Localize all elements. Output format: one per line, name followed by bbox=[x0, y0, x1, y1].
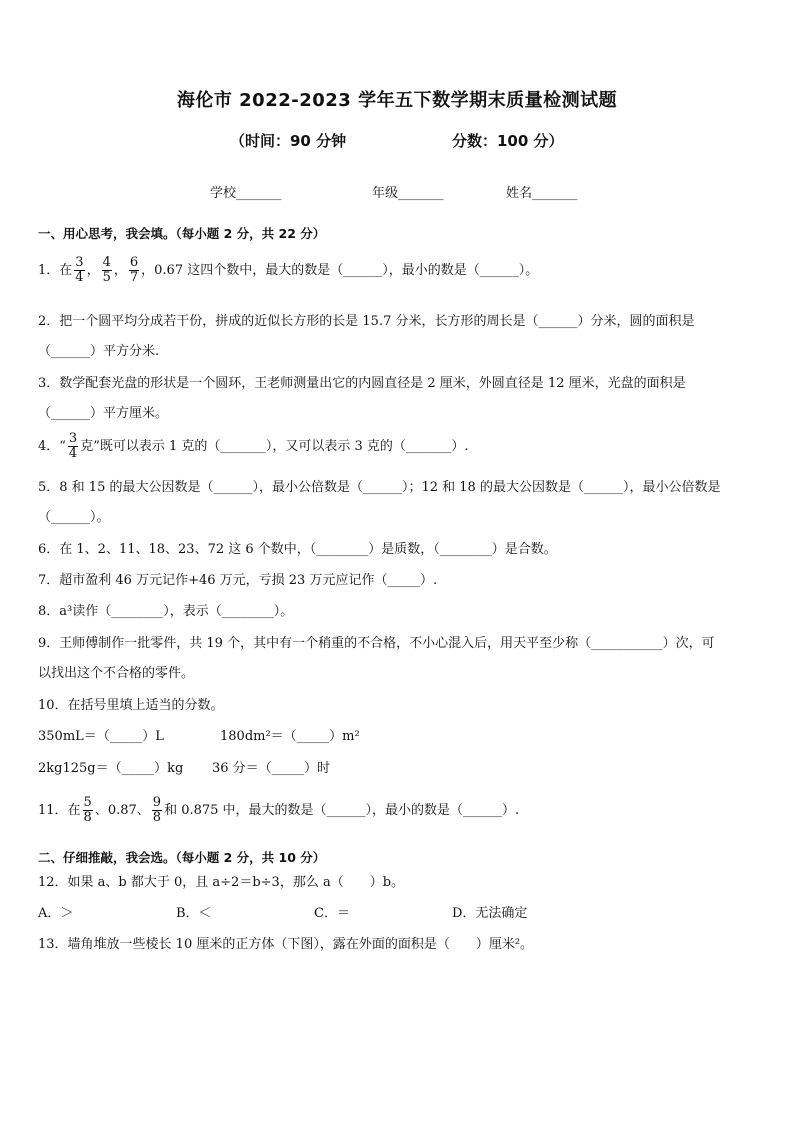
q10-item-c: 2kg125g＝（_____）kg bbox=[38, 761, 184, 776]
question-2-line-1: 2．把一个圆平均分成若干份，拼成的近似长方形的长是 15.7 分米，长方形的周长是（______）分米，圆的面积是 bbox=[38, 314, 695, 329]
q4-text: 克”既可以表示 1 克的（_______），又可以表示 3 克的（_______）. bbox=[80, 439, 469, 454]
numerator: 4 bbox=[102, 255, 111, 270]
question-6: 6．在 1、2、11、18、23、72 这 6 个数中，（________）是质数，（________）是合数。 bbox=[38, 542, 557, 557]
q11-text: 和 0.875 中，最大的数是（______），最小的数是（______）. bbox=[164, 803, 520, 818]
fraction bbox=[83, 796, 93, 825]
q11-prefix: 11．在 bbox=[38, 803, 81, 818]
numerator: 3 bbox=[75, 255, 84, 270]
separator: ， bbox=[86, 263, 100, 278]
school-field: 学校_______ bbox=[210, 186, 282, 201]
numerator: 6 bbox=[129, 255, 139, 270]
q11-mid: 、0.87、 bbox=[94, 803, 150, 818]
fraction bbox=[68, 432, 78, 461]
option-d[interactable]: D．无法确定 bbox=[452, 906, 528, 921]
numerator: 5 bbox=[83, 795, 92, 810]
numerator: 3 bbox=[68, 431, 78, 446]
question-9-line-2: 以找出这个不合格的零件。 bbox=[38, 666, 195, 681]
section-1-heading: 一、用心思考，我会填。（每小题 2 分，共 22 分） bbox=[38, 226, 326, 241]
question-1 bbox=[38, 256, 538, 285]
page-title: 海伦市 2022-2023 学年五下数学期末质量检测试题 bbox=[176, 90, 618, 111]
section-2-heading: 二、仔细推敲，我会选。（每小题 2 分，共 10 分） bbox=[38, 850, 326, 865]
fraction bbox=[102, 256, 112, 285]
numerator: 9 bbox=[152, 795, 162, 810]
separator: ， bbox=[113, 263, 127, 278]
q10-item-d: 36 分＝（_____）时 bbox=[212, 761, 331, 776]
time-label: （时间：90 分钟 bbox=[230, 132, 347, 150]
question-11 bbox=[38, 796, 519, 825]
fraction bbox=[152, 796, 162, 825]
question-7: 7．超市盈利 46 万元记作+46 万元，亏损 23 万元应记作（_____）. bbox=[38, 573, 438, 588]
question-8: 8．a³读作（________），表示（________）。 bbox=[38, 604, 294, 619]
question-12-stem: 12．如果 a、b 都大于 0，且 a÷2＝b÷3，那么 a（ ）b。 bbox=[38, 875, 405, 890]
option-b[interactable]: B．＜ bbox=[176, 906, 212, 921]
q1-prefix: 1．在 bbox=[38, 263, 73, 278]
question-4 bbox=[38, 432, 469, 461]
q10-item-b: 180dm²＝（_____）m² bbox=[220, 729, 360, 744]
question-10-stem: 10．在括号里填上适当的分数。 bbox=[38, 698, 224, 713]
fraction bbox=[74, 256, 84, 285]
denominator: 4 bbox=[75, 270, 84, 285]
question-5-line-1: 5．8 和 15 的最大公因数是（______），最小公倍数是（______）；12 和 18 的最大公因数是（______），最小公倍数是 bbox=[38, 480, 721, 495]
denominator: 5 bbox=[102, 270, 111, 285]
q1-text: ，0.67 这四个数中，最大的数是（______），最小的数是（______）。 bbox=[141, 263, 539, 278]
question-3-line-1: 3．数学配套光盘的形状是一个圆环，王老师测量出它的内圆直径是 2 厘米，外圆直径是 12 厘米，光盘的面积是 bbox=[38, 376, 686, 391]
q10-item-a: 350mL＝（_____）L bbox=[38, 729, 164, 744]
grade-field: 年级_______ bbox=[372, 186, 444, 201]
denominator: 7 bbox=[129, 270, 139, 285]
fraction bbox=[129, 256, 139, 285]
question-2-line-2: （______）平方分米. bbox=[38, 344, 160, 359]
denominator: 8 bbox=[152, 810, 162, 825]
question-9-line-1: 9．王师傅制作一批零件，共 19 个，其中有一个稍重的不合格，不小心混入后，用天平至少称（___________）次，可 bbox=[38, 636, 715, 651]
option-c[interactable]: C．＝ bbox=[314, 906, 350, 921]
denominator: 4 bbox=[68, 446, 78, 461]
question-13: 13．墙角堆放一些棱长 10 厘米的正方体（下图），露在外面的面积是（ ）厘米²。 bbox=[38, 937, 534, 952]
q4-prefix: 4．“ bbox=[38, 439, 66, 454]
question-5-line-2: （______）。 bbox=[38, 510, 110, 525]
name-field: 姓名_______ bbox=[506, 186, 578, 201]
denominator: 8 bbox=[83, 810, 92, 825]
option-a[interactable]: A．＞ bbox=[38, 906, 74, 921]
question-3-line-2: （______）平方厘米。 bbox=[38, 406, 169, 421]
score-label: 分数：100 分） bbox=[452, 132, 564, 150]
